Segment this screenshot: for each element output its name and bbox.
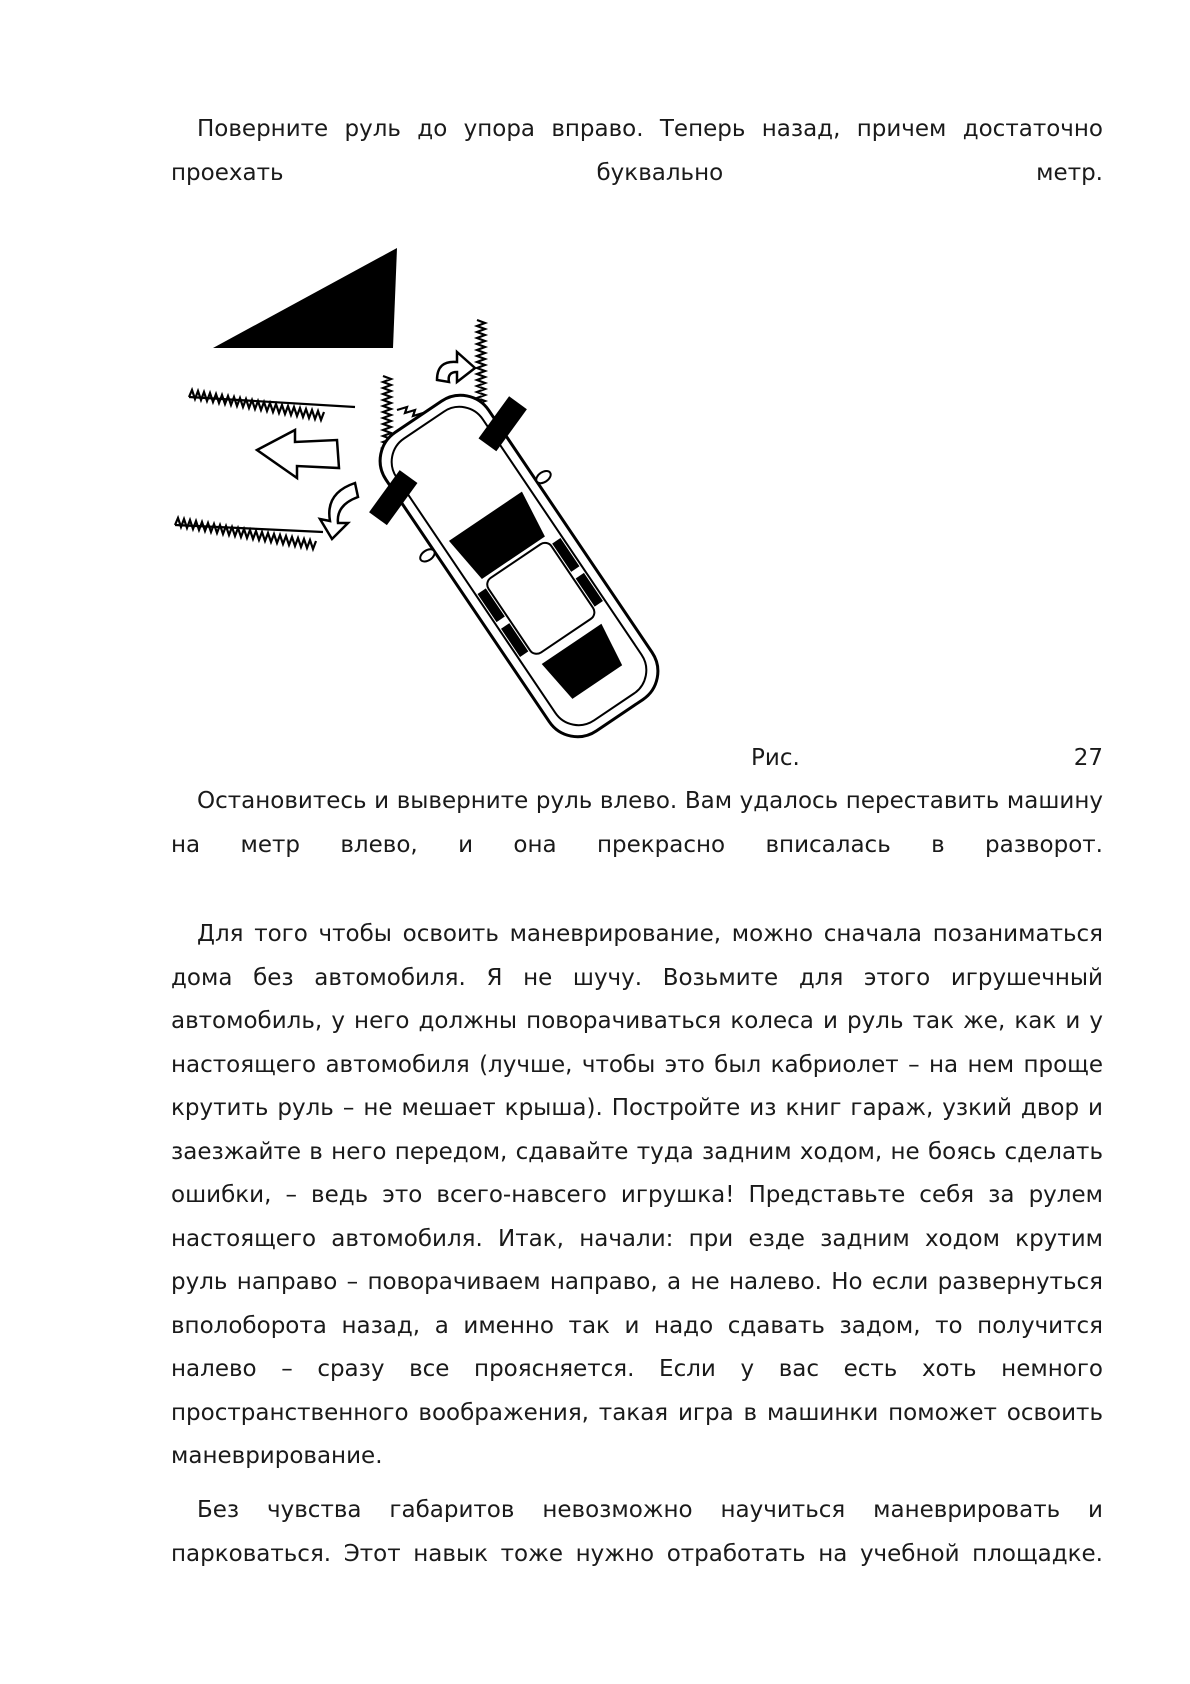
figure-caption-number: 27 bbox=[1073, 745, 1103, 771]
paragraph-1: Поверните руль до упора вправо. Теперь назад, причем достаточно проехать буквально метр. bbox=[171, 116, 1103, 186]
direction-arrow-left bbox=[257, 430, 339, 478]
paragraph-3: Для того чтобы освоить маневрирование, можно сначала позаниматься дома без автомобиля. Я не шучу. Возьмите для этого игрушечный автомобиль, у него должны поворачиваться колеса и руль так же, как и у настоящего автомобиля (лучше, чтобы это был кабриолет – на нем проще крутить руль – не мешает крыша). Постройте из книг гараж, узкий двор и заезжайте в него передом, сдавайте туда задним ходом, не боясь сделать ошибки, – ведь это всего-навсего игрушка! Представьте себя за рулем настоящего автомобиля. Итак, начали: при езде задним ходом крутим руль направо – поворачиваем направо, а не налево. Но если развернуться вполоборота назад, а именно так и надо сдавать задом, то получится налево – сразу все проясняется. Если у вас есть хоть немного пространственного воображения, такая игра в машинки поможет освоить маневрирование. bbox=[171, 921, 1103, 1469]
turn-arrow-up bbox=[437, 352, 475, 382]
paragraph-4: Без чувства габаритов невозможно научиться маневрировать и парковаться. Этот навык тоже нужно отработать на учебной площадке. bbox=[171, 1497, 1103, 1567]
car-top-view bbox=[354, 373, 685, 759]
figure-caption bbox=[751, 737, 1103, 781]
figure-car-maneuver bbox=[165, 240, 735, 770]
car-maneuver-illustration bbox=[165, 240, 735, 770]
turn-arrow-left bbox=[320, 483, 358, 539]
figure-caption-label: Рис. bbox=[751, 745, 800, 771]
paragraph-2: Остановитесь и выверните руль влево. Вам удалось переставить машину на метр влево, и она прекрасно вписалась в разворот. bbox=[171, 788, 1103, 858]
obstacle-triangle bbox=[213, 248, 397, 348]
